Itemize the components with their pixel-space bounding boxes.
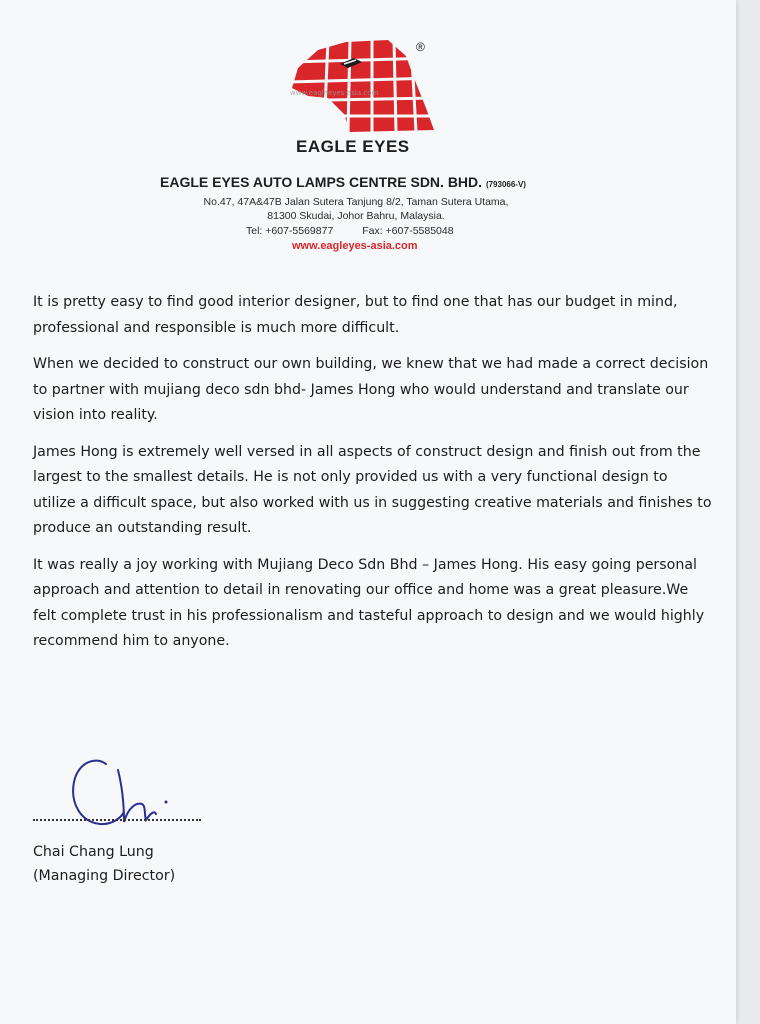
address-line-1: No.47, 47A&47B Jalan Sutera Tanjung 8/2, Taman Sutera Utama, xyxy=(203,196,509,208)
telephone: Tel: +607-5569877 xyxy=(246,225,334,237)
paragraph: It was really a joy working with Mujiang Deco Sdn Bhd – James Hong. His easy going personal approach and attention to detail in renovating our office and home was a great pleasure.We felt complete trust in his professionalism and tasteful approach to design and we would highly recommend him to anyone. xyxy=(33,556,705,649)
signature-line xyxy=(33,819,201,821)
contact-line xyxy=(246,225,454,237)
signer-block xyxy=(33,840,175,888)
paragraph: It is pretty easy to find good interior designer, but to find one that has our budget in mind, professional and responsible is much more difficult. xyxy=(33,294,678,336)
company-reg-no: (793066-V) xyxy=(485,180,526,189)
signer-name: Chai Chang Lung xyxy=(33,844,154,860)
letter-body xyxy=(33,290,713,666)
paragraph: When we decided to construct our own building, we knew that we had made a correct decision to partner with mujiang deco sdn bhd- James Hong who would understand and translate our vision into reality. xyxy=(33,356,709,423)
address-line-2: 81300 Skudai, Johor Bahru, Malaysia. xyxy=(267,210,445,222)
paragraph: James Hong is extremely well versed in all aspects of construct design and finish out from the largest to the smallest details. He is not only provided us with a very functional design to utilize a difficult space, but also worked with us in suggesting creative materials and finishes to produce an outstanding result. xyxy=(33,443,712,536)
brand-name: EAGLE EYES xyxy=(296,137,410,156)
registered-mark: ® xyxy=(416,40,425,54)
company-name: EAGLE EYES AUTO LAMPS CENTRE SDN. BHD. xyxy=(160,174,483,190)
company-name-line xyxy=(160,174,526,190)
eagle-logo xyxy=(288,38,436,134)
svg-text:www.eagleeyes-asia.com: www.eagleeyes-asia.com xyxy=(290,89,379,97)
fax: Fax: +607-5585048 xyxy=(362,225,454,237)
signer-title: (Managing Director) xyxy=(33,868,176,884)
website-link[interactable]: www.eagleyes-asia.com xyxy=(292,240,418,252)
